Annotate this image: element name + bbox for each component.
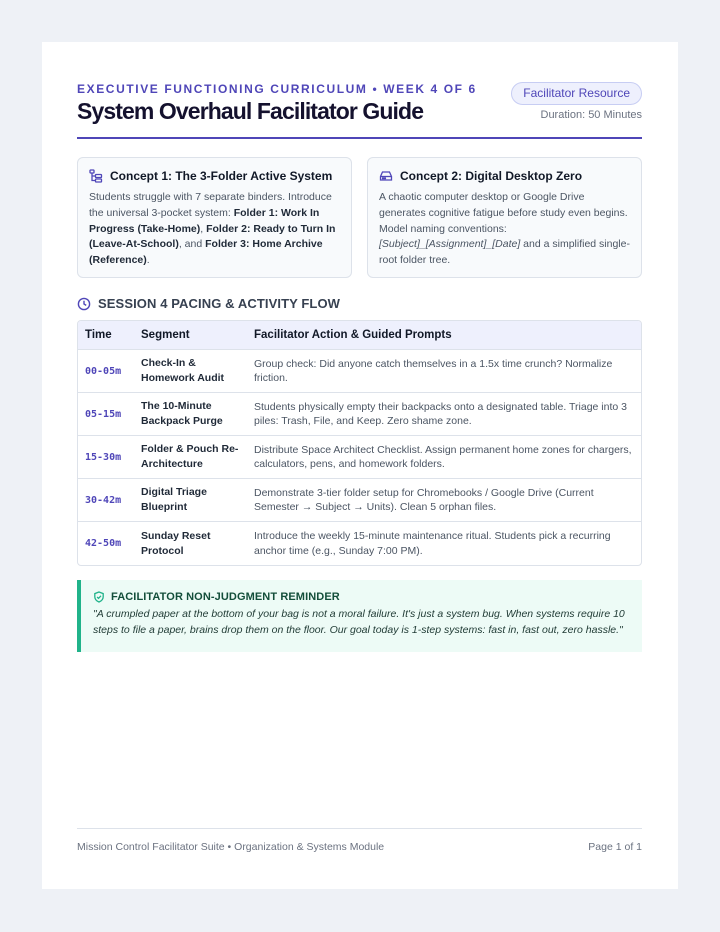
column-header-time: Time xyxy=(85,329,112,341)
concept-card-1-title xyxy=(89,168,341,184)
duration-label: Duration: 50 Minutes xyxy=(540,109,642,121)
concept-card-2-body: A chaotic computer desktop or Google Drive generates cognitive fatigue before study even begins. Model naming conventions: [Subject]_[Assignment]_[Date] and a simplified single-root folder tree. xyxy=(379,191,630,267)
row-action: Introduce the weekly 15-minute maintenance ritual. Students pick a recurring anchor time (e.g., Sunday 7:00 PM). xyxy=(254,530,611,557)
page-number: Page 1 of 1 xyxy=(588,841,642,853)
row-segment: Folder & Pouch Re-Architecture xyxy=(141,443,239,470)
row-time: 30-42m xyxy=(85,494,122,506)
page-footer xyxy=(77,828,642,852)
callout-quote: "A crumpled paper at the bottom of your bag is not a moral failure. It's just a system bug. When systems require 10 steps to file a paper, brains drop them on the floor. Our goal today is 1-step systems: fast in, fast out, zero hassle." xyxy=(93,608,625,636)
row-segment: Sunday Reset Protocol xyxy=(141,529,211,557)
table-header-row xyxy=(78,321,641,350)
footer-module-label: Mission Control Facilitator Suite • Organization & Systems Module xyxy=(77,841,385,853)
concept-card-1-heading: Concept 1: The 3-Folder Active System xyxy=(110,169,333,183)
page-header xyxy=(77,82,642,139)
concept-card-1-body: Students struggle with 7 separate binders. Introduce the universal 3-pocket system: Folder 1: Work In Progress (Take-Home), Folder 2: Ready to Turn In (Leave-At-School), and Folder 3: Home Archive (Reference). xyxy=(89,191,336,267)
callout-title-text: FACILITATOR NON-JUDGMENT REMINDER xyxy=(111,590,340,603)
row-segment: Check-In & Homework Audit xyxy=(141,357,225,384)
row-time: 00-05m xyxy=(85,365,122,377)
table-row xyxy=(78,350,641,393)
column-header-action: Facilitator Action & Guided Prompts xyxy=(254,329,452,341)
pacing-table xyxy=(77,320,642,566)
resource-badge: Facilitator Resource xyxy=(511,82,642,105)
row-action: Students physically empty their backpacks onto a designated table. Triage into 3 piles: Trash, File, and Keep. Zero shame zone. xyxy=(254,400,627,427)
row-segment: The 10-Minute Backpack Purge xyxy=(141,400,223,427)
section-title-text: SESSION 4 PACING & ACTIVITY FLOW xyxy=(98,296,341,311)
row-time: 15-30m xyxy=(85,451,122,463)
concept-card-2 xyxy=(367,157,642,278)
column-header-segment: Segment xyxy=(141,329,190,341)
shield-check-icon xyxy=(93,591,105,603)
row-action: Group check: Did anyone catch themselves in a 1.5x time crunch? Normalize friction. xyxy=(254,357,613,384)
table-row xyxy=(78,436,641,479)
folder-tree-icon xyxy=(89,169,103,183)
hard-drive-icon xyxy=(379,169,393,183)
row-segment: Digital Triage Blueprint xyxy=(141,486,207,513)
row-action: Demonstrate 3-tier folder setup for Chromebooks / Google Drive (Current Semester → Subject → Units). Clean 5 orphan files. xyxy=(254,486,594,513)
concept-card-1 xyxy=(77,157,352,278)
row-time: 42-50m xyxy=(85,538,122,549)
clock-icon xyxy=(77,297,91,311)
row-action: Distribute Space Architect Checklist. Assign permanent home zones for chargers, calculators, pens, and homework folders. xyxy=(254,443,632,470)
page-title: System Overhaul Facilitator Guide xyxy=(77,98,424,124)
table-row xyxy=(78,479,641,522)
section-title xyxy=(77,296,340,311)
table-row xyxy=(78,393,641,436)
document-page xyxy=(42,42,678,889)
table-row xyxy=(78,522,641,565)
curriculum-eyebrow: EXECUTIVE FUNCTIONING CURRICULUM • WEEK 4 OF 6 xyxy=(77,82,477,96)
row-time: 05-15m xyxy=(85,408,122,420)
callout-title xyxy=(93,589,630,604)
concept-card-2-title xyxy=(379,168,631,184)
concept-card-2-heading: Concept 2: Digital Desktop Zero xyxy=(400,169,583,183)
reminder-callout xyxy=(77,580,642,652)
